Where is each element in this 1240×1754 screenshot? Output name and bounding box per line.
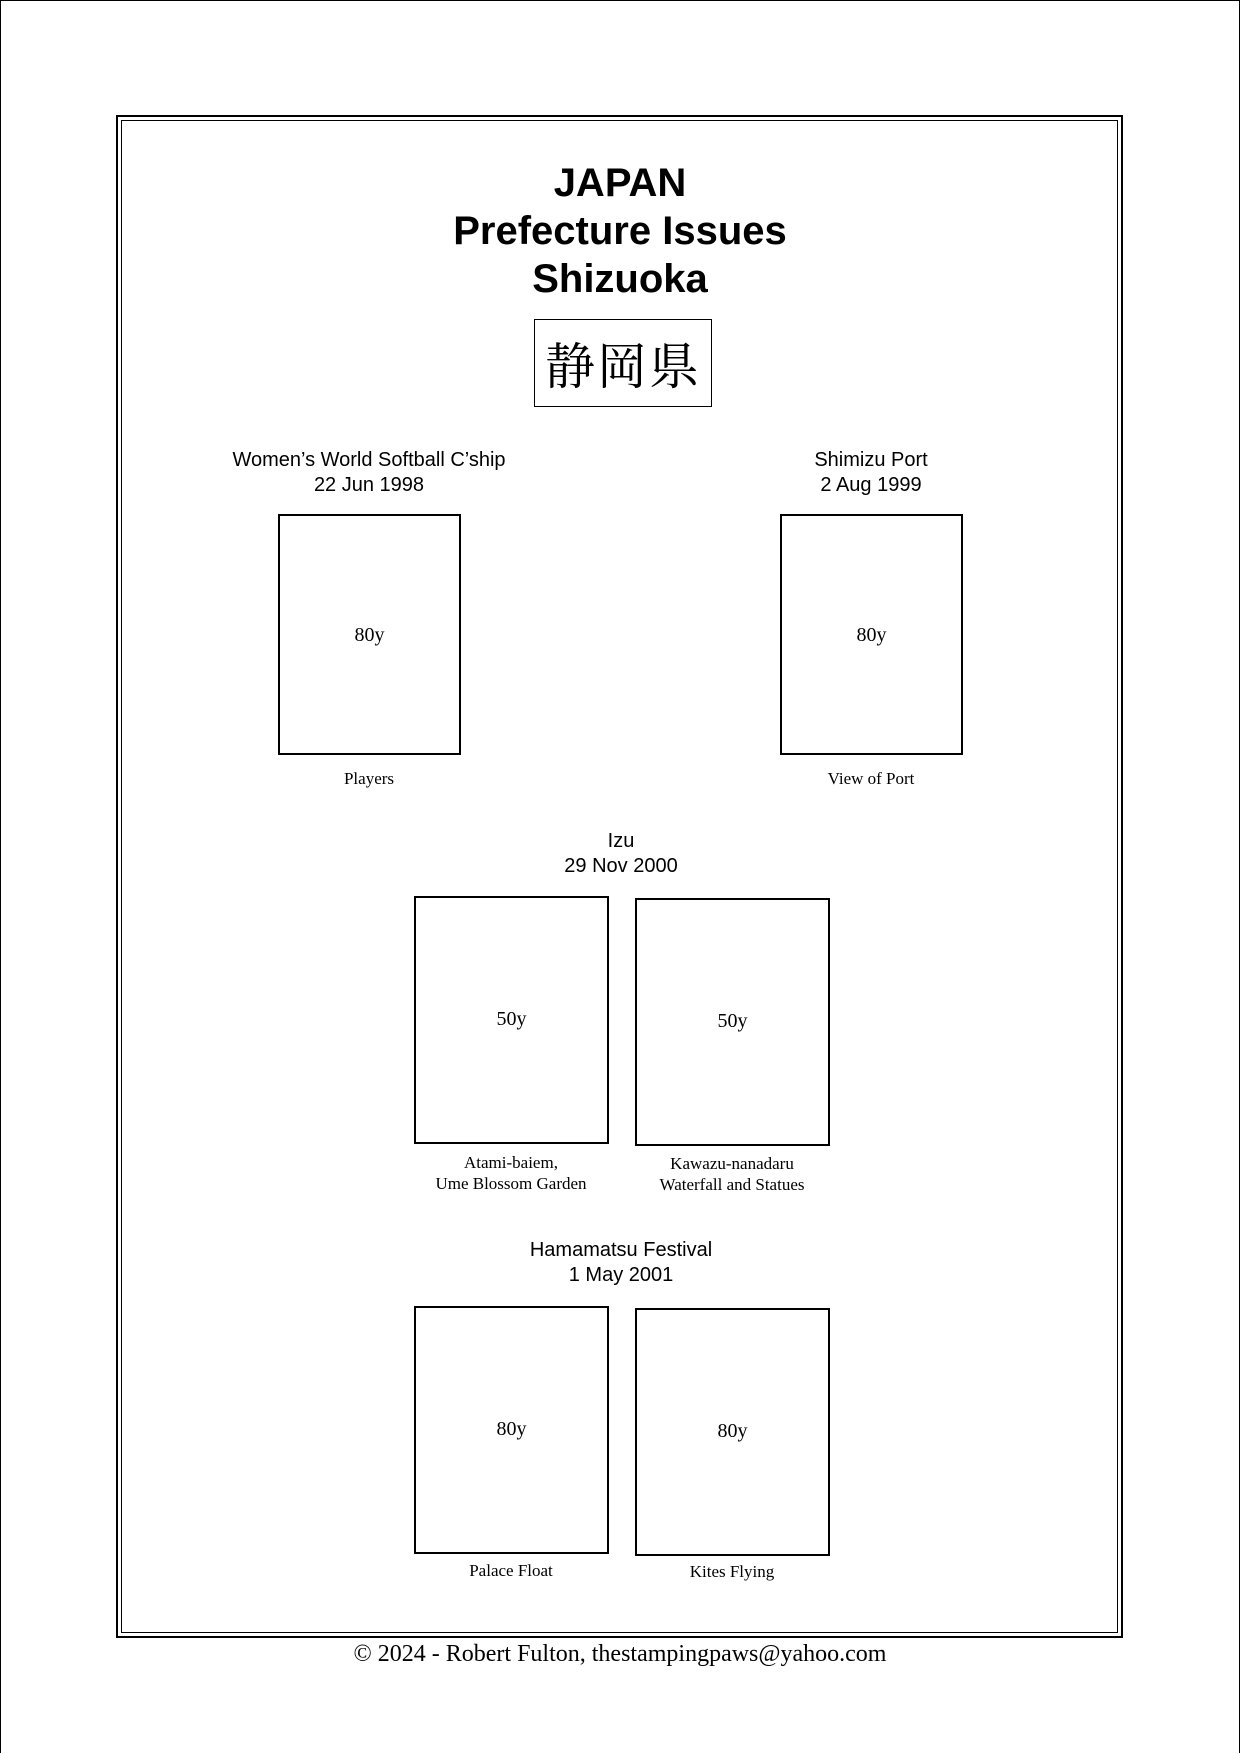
stamp-caption-line: Players (343, 769, 395, 788)
page-title-series: Prefecture Issues (453, 209, 787, 253)
stamp-denomination: 50y (496, 1008, 527, 1030)
stamp-caption (602, 1561, 862, 1582)
stamp-caption-line: View of Port (827, 769, 915, 788)
issue-heading-izu (411, 829, 831, 879)
prefecture-kanji-box: 静岡県 (534, 319, 712, 407)
issue-date: 1 May 2001 (568, 1264, 674, 1286)
stamp-caption-line: Kites Flying (689, 1562, 775, 1581)
stamp-caption (741, 768, 1001, 789)
issue-date: 29 Nov 2000 (564, 855, 678, 877)
issue-heading-softball (159, 448, 579, 498)
issue-date: 2 Aug 1999 (820, 474, 922, 496)
page-title-prefecture: Shizuoka (532, 257, 708, 301)
stamp-space (278, 514, 461, 755)
stamp-denomination: 80y (717, 1420, 748, 1442)
issue-title: Women’s World Softball C’ship (232, 449, 506, 471)
stamp-caption (239, 768, 499, 789)
stamp-space (414, 896, 609, 1144)
stamp-space (414, 1306, 609, 1554)
stamp-caption (602, 1153, 862, 1195)
issue-heading-shimizu (661, 448, 1081, 498)
stamp-denomination: 80y (856, 624, 887, 646)
stamp-caption-line: Atami-baiem, (464, 1153, 558, 1172)
copyright-footer: © 2024 - Robert Fulton, thestampingpaws@yahoo.com (353, 1641, 887, 1667)
issue-title: Izu (607, 830, 635, 852)
stamp-denomination: 80y (354, 624, 385, 646)
stamp-caption-line: Palace Float (469, 1561, 553, 1580)
issue-heading-hamamatsu (411, 1238, 831, 1288)
stamp-caption-line: Waterfall and Statues (659, 1175, 805, 1194)
stamp-caption-line: Kawazu-nanadaru (670, 1154, 794, 1173)
stamp-caption-line: Ume Blossom Garden (435, 1174, 587, 1193)
stamp-space (780, 514, 963, 755)
issue-title: Hamamatsu Festival (529, 1239, 713, 1261)
issue-date: 22 Jun 1998 (313, 474, 425, 496)
stamp-denomination: 80y (496, 1418, 527, 1440)
stamp-space (635, 1308, 830, 1556)
stamp-denomination: 50y (717, 1010, 748, 1032)
issue-title: Shimizu Port (814, 449, 928, 471)
stamp-space (635, 898, 830, 1146)
page-title-country: JAPAN (553, 161, 687, 205)
